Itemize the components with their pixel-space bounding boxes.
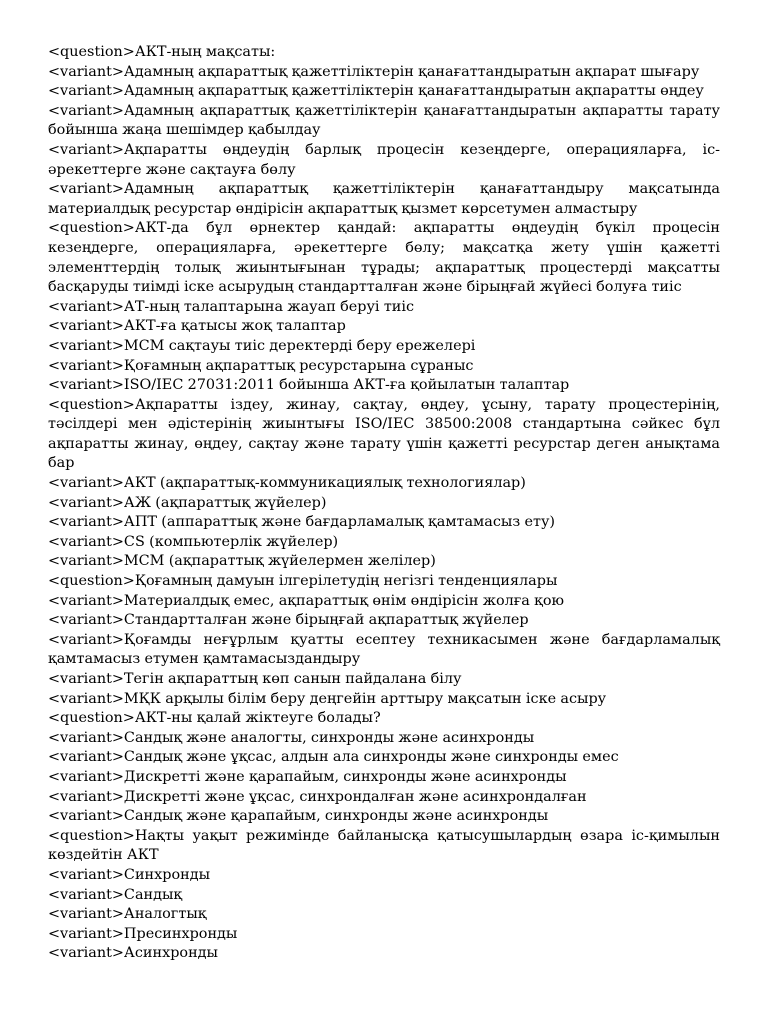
question-line: <question>АКТ-да бұл өрнектер қандай: ақпаратты өңдеудің бүкіл процесін кезеңдерге, операцияларға, әрекеттерге бөлу; мақсатқа жету үшін қажетті элементтердің толық жиынтығынан тұрады; ақпараттық процестерді мақсатты басқаруды тиімді іске асырудың стандартталған және бірыңғай жүйесі болуға тиіс bbox=[48, 220, 720, 296]
variant-line: <variant>Дискретті және қарапайым, синхронды және асинхронды bbox=[48, 768, 567, 785]
variant-line: <variant>Стандартталған және бірыңғай ақпараттық жүйелер bbox=[48, 612, 529, 629]
variant-line: <variant>АКТ (ақпараттық-коммуникациялық технологиялар) bbox=[48, 475, 526, 492]
variant-line: <variant>Қоғамның ақпараттық ресурстарына сұраныс bbox=[48, 357, 474, 374]
variant-line: <variant>Адамның ақпараттық қажеттіліктерін қанағаттандыратын ақпарат шығару bbox=[48, 63, 700, 80]
variant-line: <variant>Аналогтық bbox=[48, 906, 207, 923]
variant-line: <variant>Синхронды bbox=[48, 866, 211, 883]
variant-line: <variant>АКТ-ға қатысы жоқ талаптар bbox=[48, 318, 346, 335]
variant-line: <variant>АТ-ның талаптарына жауап беруі тиіс bbox=[48, 298, 415, 315]
variant-line: <variant>Сандық bbox=[48, 886, 183, 903]
variant-line: <variant>МСМ сақтауы тиіс деректерді беру ережелері bbox=[48, 337, 476, 354]
variant-line: <variant>Материалдық емес, ақпараттық өнім өндірісін жолға қою bbox=[48, 592, 565, 609]
variant-line: <variant>CS (компьютерлік жүйелер) bbox=[48, 533, 339, 550]
variant-line: <variant>Адамның ақпараттық қажеттіліктерін қанағаттандыру мақсатында материалдық ресурстар өндірісін ақпараттық қызмет көрсетумен алмастыру bbox=[48, 181, 720, 217]
variant-line: <variant>Қоғамды неғұрлым қуатты есептеу техникасымен және бағдарламалық қамтамасыз етумен қамтамасыздандыру bbox=[48, 631, 720, 668]
variant-line: <variant>Сандық және ұқсас, алдын ала синхронды және синхронды емес bbox=[48, 749, 619, 766]
variant-line: <variant>Адамның ақпараттық қажеттіліктерін қанағаттандыратын ақпаратты тарату бойынша жаңа шешімдер қабылдау bbox=[48, 102, 720, 139]
variant-line: <variant>Пресинхронды bbox=[48, 925, 238, 942]
variant-line: <variant>Сандық және аналогты, синхронды және асинхронды bbox=[48, 729, 535, 746]
variant-line: <variant>Адамның ақпараттық қажеттіліктерін қанағаттандыратын ақпаратты өңдеу bbox=[48, 83, 704, 100]
variant-line: <variant>ISO/IEC 27031:2011 бойынша АКТ-ға қойылатын талаптар bbox=[48, 377, 570, 394]
question-line: <question>Қоғамның дамуын ілгерілетудің негізгі тенденциялары bbox=[48, 573, 558, 590]
question-line: <question>Нақты уақыт режимінде байланысқа қатысушылардың өзара іс-қимылын көздейтін АКТ bbox=[48, 827, 720, 864]
variant-line: <variant>МСМ (ақпараттық жүйелермен желілер) bbox=[48, 553, 436, 570]
variant-line: <variant>АЖ (ақпараттық жүйелер) bbox=[48, 494, 327, 511]
variant-line: <variant>Дискретті және ұқсас, синхрондалған және асинхрондалған bbox=[48, 788, 587, 805]
variant-line: <variant>МҚК арқылы білім беру деңгейін арттыру мақсатын іске асыру bbox=[48, 690, 607, 707]
variant-line: <variant>Сандық және қарапайым, синхронды және асинхронды bbox=[48, 808, 549, 825]
variant-line: <variant>Асинхронды bbox=[48, 945, 218, 962]
question-line: <question>Ақпаратты іздеу, жинау, сақтау, өңдеу, ұсыну, тарату процестерінің, тәсілдері мен әдістерінің жиынтығы ISO/IEC 38500:2008 стандартына сәйкес бұл ақпаратты жинау, өңдеу, сақтау және тарату үшін қажетті ресурстар деген анықтама бар bbox=[48, 396, 720, 472]
question-line: <question>АКТ-ның мақсаты: bbox=[48, 44, 276, 60]
document-page bbox=[48, 43, 720, 964]
variant-line: <variant>Ақпаратты өңдеудің барлық процесін кезеңдерге, операцияларға, іс-әрекеттерге және сақтауға бөлу bbox=[48, 141, 720, 178]
question-line: <question>АКТ-ны қалай жіктеуге болады? bbox=[48, 710, 381, 727]
variant-line: <variant>Тегін ақпараттың көп санын пайдалана білу bbox=[48, 671, 462, 687]
variant-line: <variant>АПТ (аппараттық және бағдарламалық қамтамасыз ету) bbox=[48, 514, 556, 531]
